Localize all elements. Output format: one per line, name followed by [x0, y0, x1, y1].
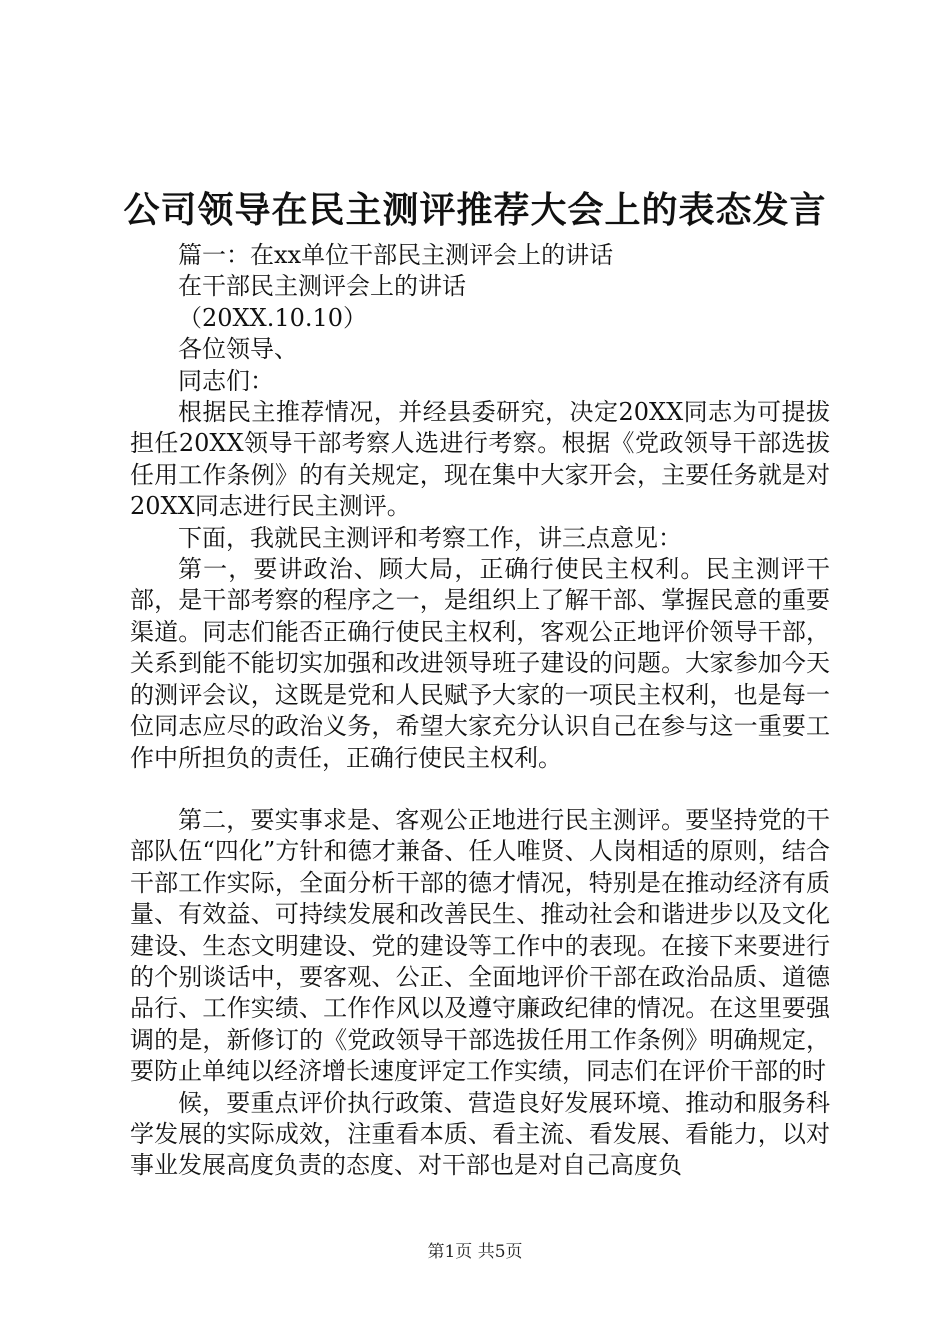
salutation-leaders: 各位领导、	[178, 335, 298, 364]
document-body	[130, 240, 830, 1182]
speech-title: 在干部民主测评会上的讲话	[178, 272, 466, 301]
body-paragraph: 根据民主推荐情况，并经县委研究，决定20XX同志为可提拔担任20XX领导干部考察人选进行考察。根据《党政领导干部选拔任用工作条例》的有关规定，现在集中大家开会，主要任务就是对20XX同志进行民主测评。	[130, 398, 830, 521]
document-title: 公司领导在民主测评推荐大会上的表态发言	[123, 189, 827, 231]
body-paragraph: 第二，要实事求是、客观公正地进行民主测评。要坚持党的干部队伍“四化”方针和德才兼备、任人唯贤、人岗相适的原则，结合干部工作实际，全面分析干部的德才情况，特别是在推动经济有质量、有效益、可持续发展和改善民生、推动社会和谐进步以及文化建设、生态文明建设、党的建设等工作中的表现。在接下来要进行的个别谈话中，要客观、公正、全面地评价干部在政治品质、道德品行、工作实绩、工作作风以及遵守廉政纪律的情况。在这里要强调的是，新修订的《党政领导干部选拔任用工作条例》明确规定，要防止单纯以经济增长速度评定工作实绩，同志们在评价干部的时	[130, 805, 830, 1086]
section-heading: 篇一：在xx单位干部民主测评会上的讲话	[178, 241, 614, 269]
body-paragraph: 候，要重点评价执行政策、营造良好发展环境、推动和服务科学发展的实际成效，注重看本质、看主流、看发展、看能力，以对事业发展高度负责的态度、对干部也是对自己高度负	[130, 1088, 830, 1180]
speech-date: （20XX.10.10）	[178, 303, 368, 332]
body-paragraph: 下面，我就民主测评和考察工作，讲三点意见：	[178, 523, 682, 552]
page-number-footer: 第1页 共5页	[427, 1242, 523, 1262]
salutation-comrades: 同志们：	[178, 366, 274, 395]
paragraph-spacer	[130, 774, 830, 805]
body-paragraph: 第一，要讲政治、顾大局，正确行使民主权利。民主测评干部，是干部考察的程序之一，是组织上了解干部、掌握民意的重要渠道。同志们能否正确行使民主权利，客观公正地评价领导干部，关系到能不能切实加强和改进领导班子建设的问题。大家参加今天的测评会议，这既是党和人民赋予大家的一项民主权利，也是每一位同志应尽的政治义务，希望大家充分认识自己在参与这一重要工作中所担负的责任，正确行使民主权利。	[130, 555, 830, 772]
